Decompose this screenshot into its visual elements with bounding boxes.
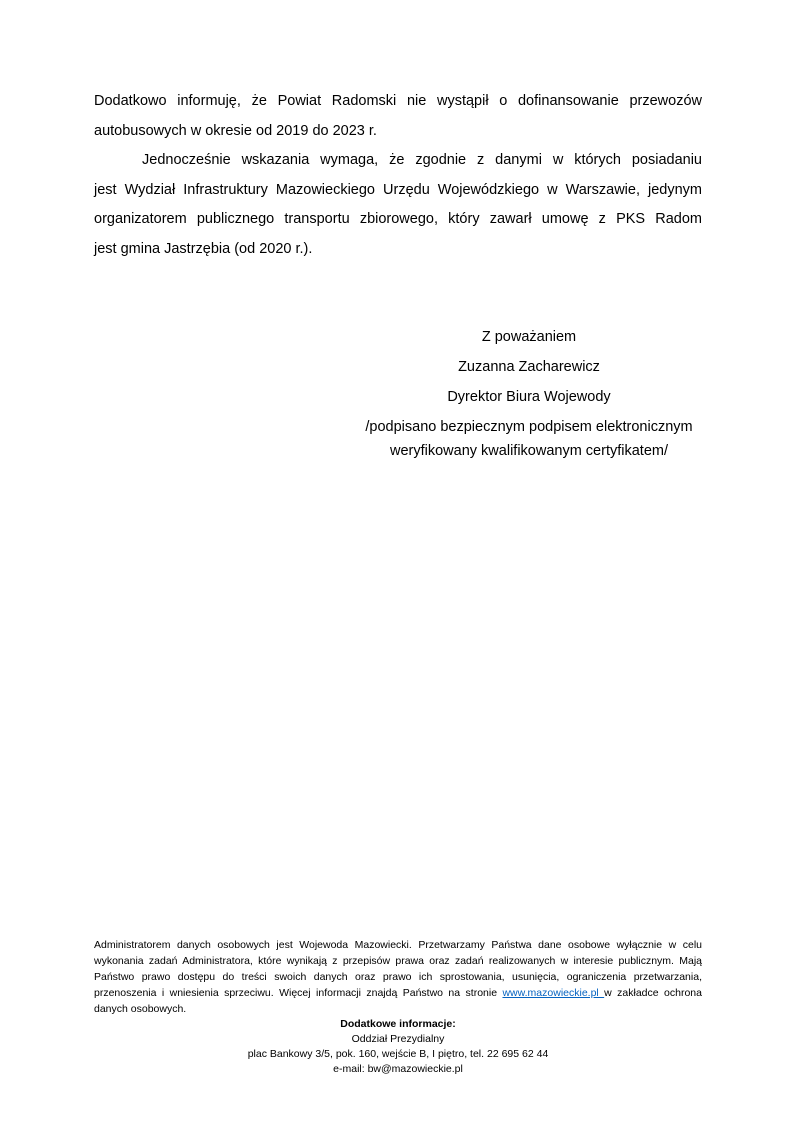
text-line xyxy=(94,1001,702,1017)
esignature-note-line-2: weryfikowany kwalifikowanym certyfikatem/ xyxy=(390,443,668,459)
signature-block xyxy=(309,322,749,463)
signatory-title: Dyrektor Biura Wojewody xyxy=(447,389,611,405)
address-line: plac Bankowy 3/5, pok. 160, wejście B, I piętro, tel. 22 695 62 44 xyxy=(247,1048,549,1060)
text-line xyxy=(94,953,702,969)
text-segment: Państwo prawo dostępu do treści swoich danych oraz prawo ich sprostowania, usunięcia, ograniczenia przetwarzania, xyxy=(94,971,702,983)
text-segment: Jednocześnie wskazania wymaga, że zgodnie z danymi w których posiadaniu xyxy=(142,152,702,168)
paragraph-organizer-info xyxy=(94,146,702,264)
esignature-note-line-1: /podpisano bezpiecznym podpisem elektronicznym xyxy=(365,419,693,435)
text-segment: jest gmina Jastrzębia (od 2020 r.). xyxy=(94,240,313,257)
text-segment: autobusowych w okresie od 2019 do 2023 r. xyxy=(94,122,377,139)
text-segment: Dodatkowo informuję, że Powiat Radomski nie wystąpił o dofinansowanie przewozów xyxy=(94,93,702,109)
text-line xyxy=(94,985,702,1001)
department-line: Oddział Prezydialny xyxy=(351,1033,445,1045)
text-line xyxy=(94,235,702,265)
privacy-notice xyxy=(94,937,702,1017)
text-segment: danych osobowych. xyxy=(94,1003,187,1015)
text-line xyxy=(94,87,702,117)
text-line xyxy=(94,176,702,206)
text-line xyxy=(94,969,702,985)
mazowieckie-link[interactable]: www.mazowieckie.pl xyxy=(502,987,605,999)
text-line xyxy=(94,205,702,235)
email-line: e-mail: bw@mazowieckie.pl xyxy=(333,1063,463,1075)
letter-body xyxy=(94,87,702,264)
text-segment: wykonania zadań Administratora, które wynikają z przepisów prawa oraz zadań realizowanych w interesie publicznym. Mają xyxy=(94,955,702,967)
esignature-note xyxy=(309,415,749,463)
additional-info xyxy=(94,1017,702,1077)
closing-line: Z poważaniem xyxy=(481,329,577,345)
text-line xyxy=(94,146,702,176)
text-segment: organizatorem publicznego transportu zbiorowego, który zawarł umowę z PKS Radom xyxy=(94,211,702,227)
text-line xyxy=(94,937,702,953)
text-segment: przenoszenia i wniesienia sprzeciwu. Więcej informacji znajdą Państwo na stronie xyxy=(94,987,503,999)
additional-info-heading: Dodatkowe informacje: xyxy=(340,1018,456,1030)
text-line xyxy=(94,117,702,147)
text-segment: Administratorem danych osobowych jest Wojewoda Mazowiecki. Przetwarzamy Państwa dane osobowe wyłącznie w celu xyxy=(94,939,702,951)
text-segment: jest Wydział Infrastruktury Mazowieckiego Urzędu Wojewódzkiego w Warszawie, jedynym xyxy=(94,181,702,198)
text-segment: w zakładce ochrona xyxy=(604,987,702,999)
signatory-name: Zuzanna Zacharewicz xyxy=(458,359,600,375)
paragraph-funding-info xyxy=(94,87,702,146)
